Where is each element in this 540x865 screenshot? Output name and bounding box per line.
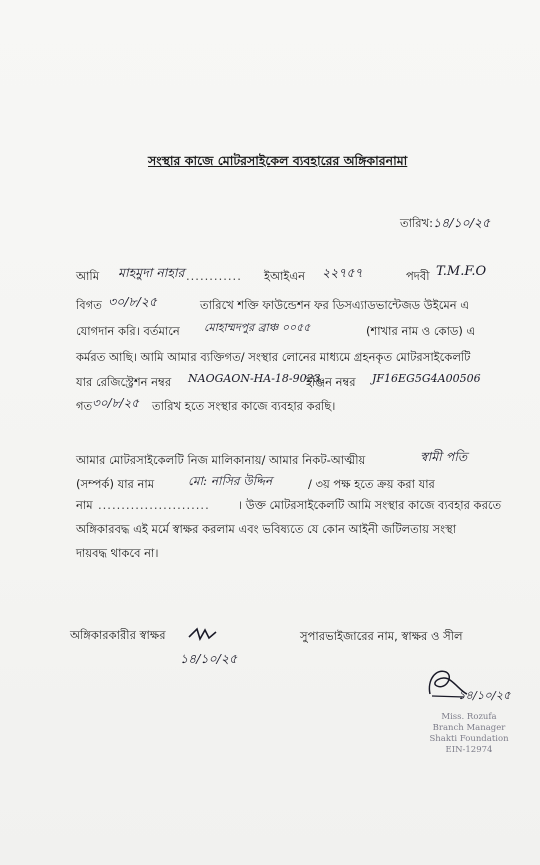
registration-number-value: NAOGAON-HA-18-9023: [188, 372, 321, 385]
ein-value: ২২৭৫৭: [322, 265, 363, 280]
date-value: ১৪/১০/২৫: [433, 215, 491, 230]
para1-line1-end: তারিখে শক্তি ফাউন্ডেশন ফর ডিসএ্যাডভান্টেজড উইমেন এ: [200, 298, 469, 312]
since-date-value: ৩০/৮/২৫: [92, 396, 140, 410]
ein-label: ইআইএন: [264, 269, 305, 283]
para1-line4-start: যার রেজিস্ট্রেশন নম্বর: [76, 375, 172, 389]
para1-line1-start: বিগত: [76, 298, 102, 312]
name-value: মাহমুদা নাহার: [118, 265, 185, 280]
branch-value: মোহাম্মদপুর ব্রাঞ্চ ০০৫৫: [204, 321, 311, 334]
para2-line4: অঙ্গিকারবদ্ধ এই মর্মে স্বাক্ষর করলাম এবং ভবিষ্যতে যে কোন আইনী জটিলতায় সংস্থা: [76, 522, 457, 536]
para2-line2-start: (সম্পর্ক) যার নাম: [76, 477, 155, 491]
name-dots: ............: [186, 269, 242, 283]
pledger-signature-mark: [186, 624, 222, 644]
para2-line1: আমার মোটরসাইকেলটি নিজ মালিকানায়/ আমার নিকট-আত্মীয়: [76, 453, 366, 467]
supervisor-label: সুপারভাইজারের নাম, স্বাক্ষর ও সীল: [300, 629, 463, 643]
stamp-line: Branch Manager: [432, 723, 506, 733]
post-label: পদবী: [406, 269, 430, 283]
para1-line5-start: গত: [76, 399, 93, 413]
stamp-line: Shakti Foundation: [429, 734, 509, 744]
pledger-signature-label: অঙ্গিকারকারীর স্বাক্ষর: [70, 628, 166, 642]
stamp-line: Miss. Rozufa: [441, 712, 497, 722]
relative-name-value: মো: নাসির উদ্দিন: [188, 474, 273, 488]
engine-number-value: JF16EG5G4A00506: [372, 372, 481, 385]
date-row: [400, 216, 490, 230]
para1-line2-start: যোগদান করি। বর্তমানে: [76, 324, 180, 338]
joining-date-value: ৩০/৮/২৫: [108, 294, 158, 309]
para1-line2-end: (শাখার নাম ও কোড) এ: [366, 324, 476, 338]
relative-value: স্বামী পতি: [420, 449, 468, 464]
para2-line5: দায়বদ্ধ থাকবে না।: [76, 546, 159, 560]
para1-line5-end: তারিখ হতে সংস্থার কাজে ব্যবহার করছি।: [152, 399, 336, 413]
para1-line3: কর্মরত আছি। আমি আমার ব্যক্তিগত/ সংস্থার লোনের মাধ্যমে গ্রহনকৃত মোটরসাইকেলটি: [76, 350, 471, 364]
para2-line2-end: / ৩য় পক্ষ হতে ক্রয় করা যার: [308, 477, 435, 491]
supervisor-signature-date: ১৪/১০/২৫: [458, 688, 511, 702]
date-label: তারিখ:: [400, 216, 434, 230]
stamp-line: EIN-12974: [445, 745, 493, 755]
third-party-name-dots: ........................: [98, 498, 210, 512]
post-value: T.M.F.O: [436, 264, 487, 279]
pledger-signature-date: ১৪/১০/২৫: [180, 651, 238, 666]
para2-line3-end: । উক্ত মোটরসাইকেলটি আমি সংস্থার কাজে ব্যবহার করতে: [238, 498, 502, 512]
name-label: আমি: [76, 269, 100, 283]
para1-line4-mid: ইঞ্জিন নম্বর: [306, 375, 356, 389]
document-title: সংস্থার কাজে মোটরসাইকেল ব্যবহারের অঙ্গিকারনামা: [148, 153, 408, 168]
para2-line3-start: নাম: [76, 498, 93, 512]
